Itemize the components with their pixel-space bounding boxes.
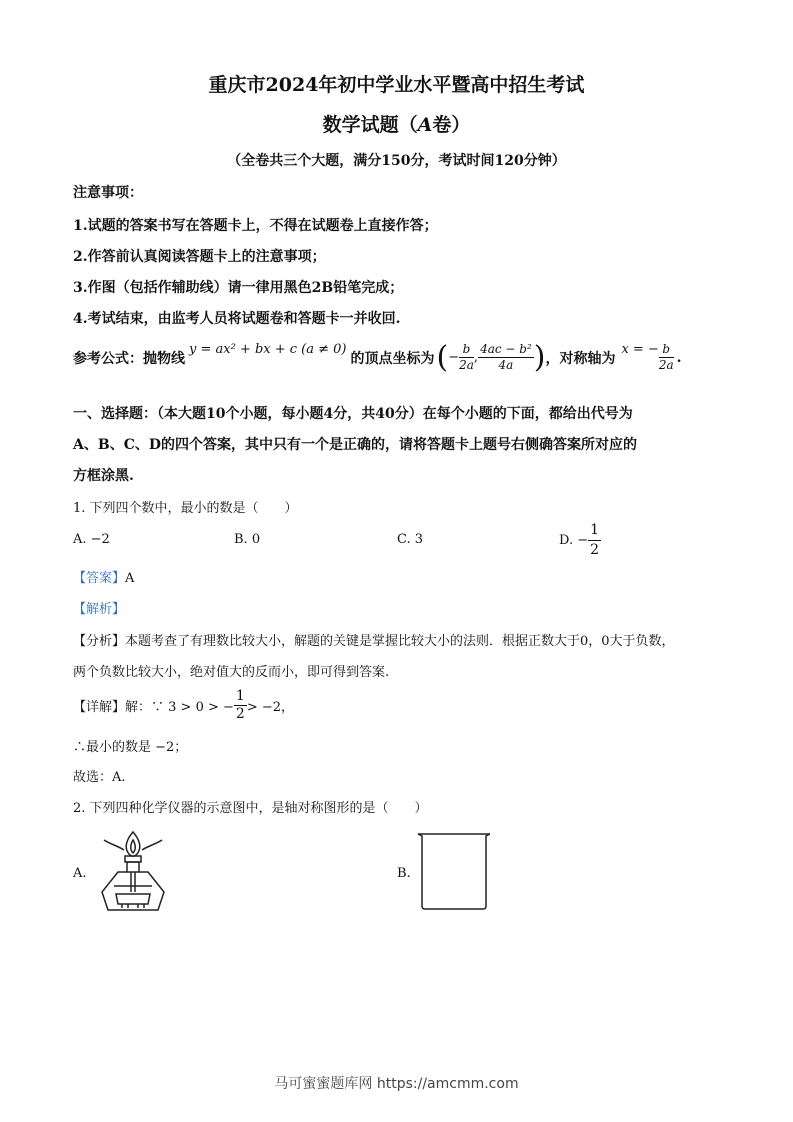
q1-choose: 故选：A.: [73, 770, 126, 785]
note-item-4: 4.考试结束，由监考人员将试题卷和答题卡一并收回.: [73, 311, 401, 327]
section-1-line-2: A、B、C、D的四个答案，其中只有一个是正确的，请将答题卡上题号右侧确答案所对应的: [73, 437, 637, 453]
note-item-3: 3.作图（包括作辅助线）请一律用黑色2B铅笔完成；: [73, 280, 404, 296]
section-1-line-1: 一、选择题：（本大题10个小题，每小题4分，共40分）在每个小题的下面，都给出代号为: [73, 406, 633, 422]
exam-title: 重庆市2024年初中学业水平暨高中招生考试: [208, 74, 585, 96]
beaker-figure: [416, 830, 492, 912]
q1-stem: 1. 下列四个数中，最小的数是（ ）: [73, 501, 298, 516]
vertex-y-fraction: $\frac{\text{4ac − b²}}{4a}$: [480, 342, 532, 372]
alcohol-lamp-figure: [96, 830, 170, 914]
q1-option-a: A. −2: [73, 532, 110, 547]
exam-info: （全卷共三个大题，满分150分，考试时间120分钟）: [227, 153, 566, 169]
section-1-line-3: 方框涂黑.: [73, 468, 134, 484]
q2-stem: 2. 下列四种化学仪器的示意图中，是轴对称图形的是（ ）: [73, 801, 428, 816]
q1-option-b: B. 0: [234, 532, 261, 547]
q1-option-d: D. − $\frac{1}{2}$: [559, 522, 600, 558]
footer-watermark: 马可蜜蜜题库网 https://amcmm.com: [274, 1076, 519, 1092]
q1-fenxi-line-2: 两个负数比较大小，绝对值大的反而小，即可得到答案.: [73, 665, 390, 680]
q2-option-b: B.: [397, 866, 411, 881]
q1-fenxi-line-1: 【分析】本题考查了有理数比较大小，解题的关键是掌握比较大小的法则．根据正数大于0，0大于负数，: [73, 634, 675, 649]
note-item-1: 1.试题的答案书写在答题卡上，不得在试题卷上直接作答；: [73, 218, 438, 234]
paper-subtitle: 数学试题（A卷）: [322, 114, 471, 136]
axis-fraction: $\frac{b}{2a}$: [658, 342, 674, 372]
q1-detail: 【详解】 解：∵ 3 > 0 > − $\frac{1}{2}$ > −2，: [73, 688, 295, 722]
vertex-x-fraction: $\frac{b}{2a}$: [459, 342, 474, 372]
notes-heading: 注意事项：: [73, 185, 143, 201]
reference-formula: 参考公式：抛物线 y = ax² + bx + c (a ≠ 0) 的顶点坐标为 ( − $\frac{b}{2a}$ , $\frac{\text{4ac − b²}}{4a}$ ) ，对称轴为 x = − $\frac{b}{2a}$ .: [73, 340, 682, 375]
q1-option-c: C. 3: [397, 532, 424, 547]
note-item-2: 2.作答前认真阅读答题卡上的注意事项；: [73, 249, 326, 265]
q1-therefore: ∴最小的数是 −2；: [73, 740, 188, 755]
q1-analysis-tag: 【解析】: [73, 602, 126, 617]
q1-answer: 【答案】A: [73, 571, 135, 586]
parabola-equation: y = ax² + bx + c (a ≠ 0): [189, 342, 347, 357]
q2-option-a: A.: [73, 866, 87, 881]
